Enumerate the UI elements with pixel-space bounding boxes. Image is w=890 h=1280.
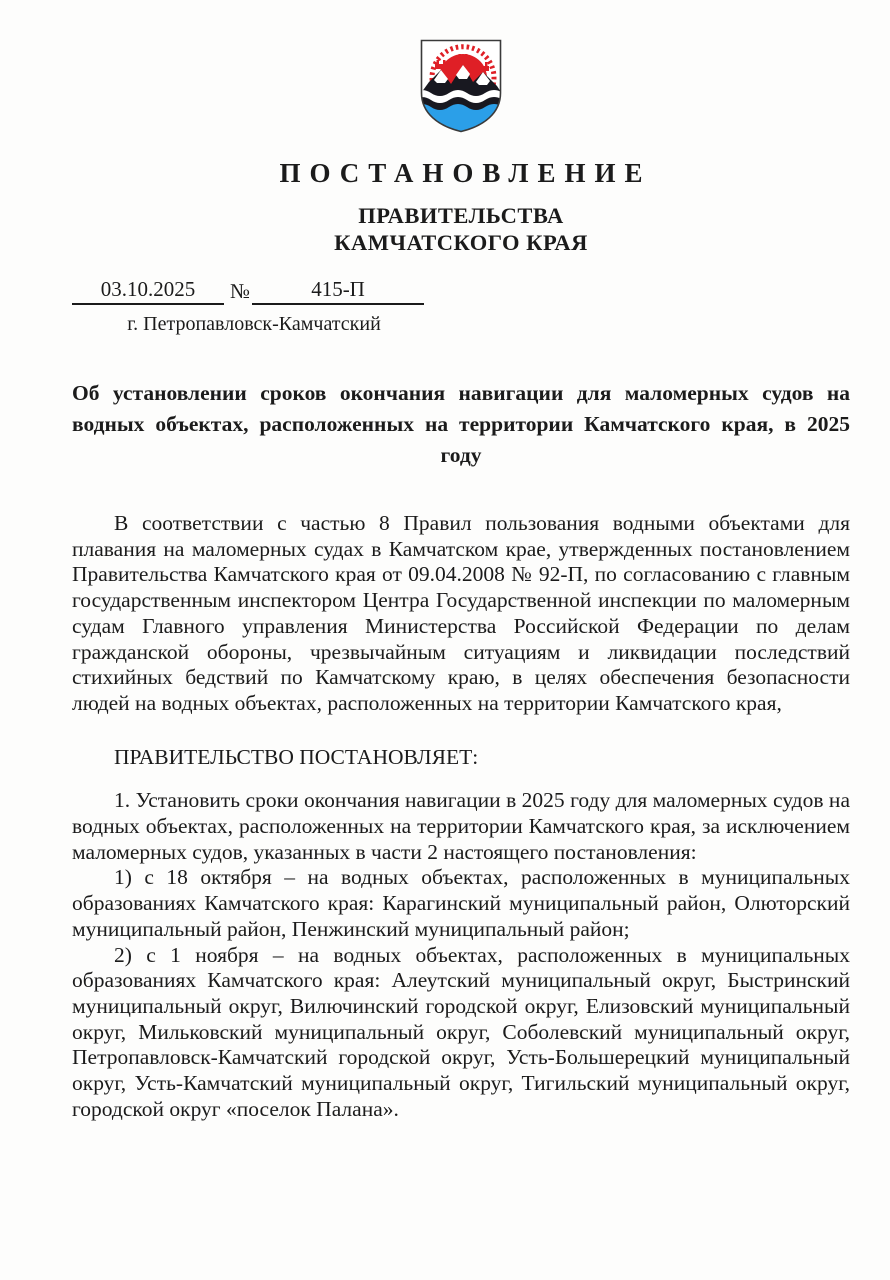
paragraph-1: 1. Установить сроки окончания навигации в 2025 году для маломерных судов на водных объектах, расположенных на территории Камчатского края, за исключением маломерных судов, указанных в части 2 настоящего постановления: bbox=[72, 788, 850, 864]
kamchatka-coat-of-arms-icon bbox=[419, 38, 503, 134]
subparagraph-1: 1) с 18 октября – на водных объектах, расположенных в муниципальных образованиях Камчатского края: Карагинский муниципальный район, Олюторский муниципальный район, Пенжинский муниципальный район; bbox=[72, 865, 850, 941]
authority-line-1: ПРАВИТЕЛЬСТВА bbox=[358, 203, 564, 228]
city-line: г. Петропавловск-Камчатский bbox=[127, 313, 381, 335]
issuing-authority bbox=[72, 202, 850, 256]
document-type-heading: ПОСТАНОВЛЕНИЕ bbox=[279, 158, 652, 188]
resolution-heading: ПРАВИТЕЛЬСТВО ПОСТАНОВЛЯЕТ: bbox=[114, 744, 479, 769]
coat-of-arms-svg bbox=[419, 38, 503, 134]
authority-line-2: КАМЧАТСКОГО КРАЯ bbox=[334, 230, 588, 255]
number-sign: № bbox=[229, 279, 251, 303]
water-field bbox=[419, 104, 503, 134]
date-number-row bbox=[72, 277, 424, 305]
document-number: 415-П bbox=[252, 277, 424, 305]
document-date: 03.10.2025 bbox=[72, 277, 224, 305]
subparagraph-2: 2) с 1 ноября – на водных объектах, расположенных в муниципальных образованиях Камчатского края: Алеутский муниципальный округ, Быстринский муниципальный округ, Вилючинский городской округ, Елизовский муниципальный округ, Мильковский муниципальный округ, Соболевский муниципальный округ, Петропавловск-Камчатский городской округ, Усть-Большерецкий муниципальный округ, Усть-Камчатский муниципальный округ, Тигильский муниципальный округ, городской округ «поселок Палана». bbox=[72, 942, 850, 1121]
intro-paragraph: В соответствии с частью 8 Правил пользования водными объектами для плавания на маломерных судах в Камчатском крае, утвержденных постановлением Правительства Камчатского края от 09.04.2008 № 92-П, по согласованию с главным государственным инспектором Центра Государственной инспекции по маломерным судам Главного управления Министерства Российской Федерации по делам гражданской обороны, чрезвычайным ситуациям и ликвидации последствий стихийных бедствий по Камчатскому краю, в целях обеспечения безопасности людей на водных объектах, расположенных на территории Камчатского края, bbox=[72, 511, 850, 715]
document-title: Об установлении сроков окончания навигации для маломерных судов на водных объектах, расположенных на территории Камчатского края, в 2025 году bbox=[72, 381, 850, 467]
